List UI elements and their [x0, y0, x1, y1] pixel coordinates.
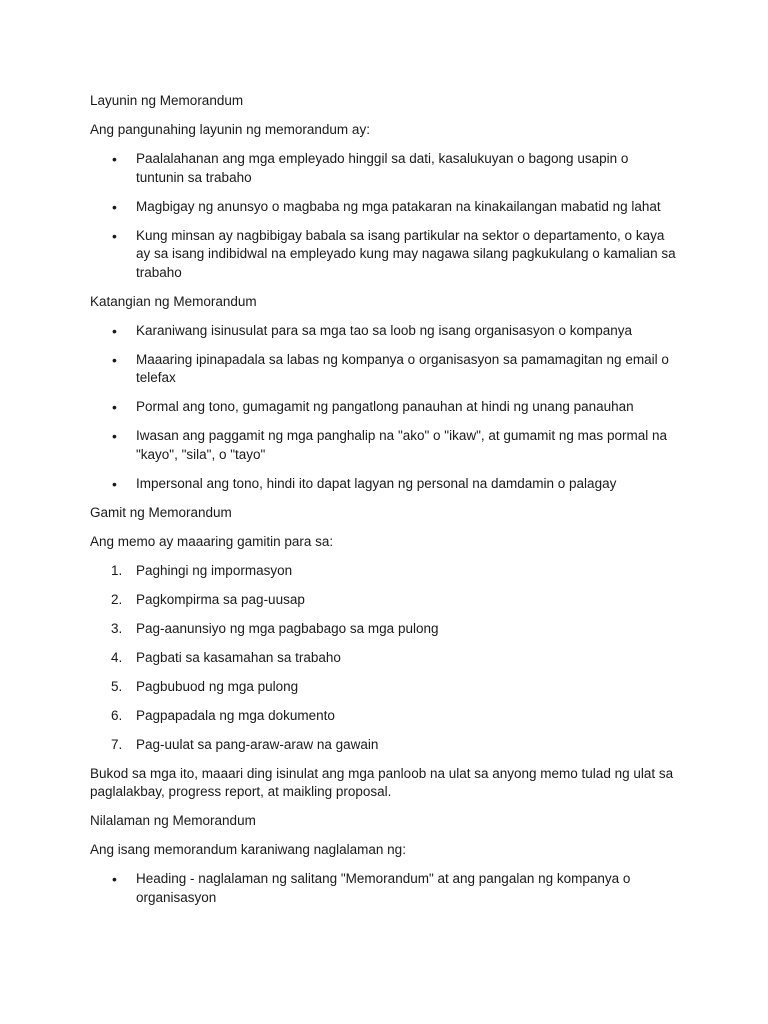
list-item: • Iwasan ang paggamit ng mga panghalip na "ako" o "ikaw", at gumamit ng mas pormal na "kayo", "sila", o "tayo": [90, 427, 680, 464]
list-item: [90, 736, 680, 755]
section-title-layunin: Layunin ng Memorandum: [90, 93, 244, 108]
list-number: 2.: [111, 591, 123, 607]
section-title-katangian: Katangian ng Memorandum: [90, 293, 257, 309]
list-item-text: Pag-uulat sa pang-araw-araw na gawain: [136, 736, 379, 752]
numbered-list-gamit: [90, 562, 680, 755]
list-item-text: Pagbati sa kasamahan sa trabaho: [136, 649, 341, 665]
list-item-text: Pagbubuod ng mga pulong: [136, 678, 299, 694]
list-item: [90, 562, 680, 581]
list-item: [90, 591, 680, 610]
list-item: [90, 649, 680, 668]
list-item: [90, 620, 680, 639]
list-number: 7.: [111, 736, 123, 752]
bullet-list-katangian: [90, 322, 680, 494]
section-intro-nilalaman: Ang isang memorandum karaniwang naglalaman ng:: [90, 842, 406, 857]
list-item: [90, 707, 680, 726]
list-item: [90, 678, 680, 697]
section-title-gamit: Gamit ng Memorandum: [90, 504, 232, 520]
section-title-nilalaman: Nilalaman ng Memorandum: [90, 813, 256, 828]
list-item: • Maaaring ipinapadala sa labas ng kompanya o organisasyon sa pamamagitan ng email o telefax: [90, 351, 680, 388]
list-number: 6.: [111, 707, 123, 723]
list-item-text: Paghingi ng impormasyon: [136, 562, 293, 578]
section-intro-layunin: Ang pangunahing layunin ng memorandum ay:: [90, 122, 370, 137]
list-item: • Kung minsan ay nagbibigay babala sa isang partikular na sektor o departamento, o kaya ay sa isang indibidwal na empleyado kung may nagawa silang pagkukulang o kamalian sa trabaho: [90, 227, 680, 283]
list-item: • Pormal ang tono, gumagamit ng pangatlong panauhan at hindi ng unang panauhan: [90, 398, 680, 417]
list-number: 1.: [111, 562, 123, 578]
list-item: • Magbigay ng anunsyo o magbaba ng mga patakaran na kinakailangan mabatid ng lahat: [90, 198, 680, 217]
list-item-text: Pag-aanunsiyo ng mga pagbabago sa mga pulong: [136, 620, 439, 636]
list-item-text: Pagkompirma sa pag-uusap: [136, 591, 305, 607]
list-item: • Impersonal ang tono, hindi ito dapat lagyan ng personal na damdamin o palagay: [90, 475, 680, 494]
list-item: • Paalalahanan ang mga empleyado hinggil sa dati, kasalukuyan o bagong usapin o tuntunin sa trabaho: [90, 150, 680, 187]
list-item-text: Pagpapadala ng mga dokumento: [136, 707, 335, 723]
list-item: • Karaniwang isinusulat para sa mga tao sa loob ng isang organisasyon o kompanya: [90, 322, 680, 341]
bullet-list-nilalaman: [90, 870, 680, 907]
bullet-list-layunin: [90, 150, 680, 282]
list-item: • Heading - naglalaman ng salitang "Memorandum" at ang pangalan ng kompanya o organisasyon: [90, 870, 680, 907]
list-number: 5.: [111, 678, 123, 694]
section-outro-gamit: Bukod sa mga ito, maaari ding isinulat ang mga panloob na ulat sa anyong memo tulad ng ulat sa paglalakbay, progress report, at maikling proposal.: [90, 765, 674, 799]
document-page: [90, 92, 680, 918]
section-intro-gamit: Ang memo ay maaaring gamitin para sa:: [90, 533, 334, 549]
list-number: 4.: [111, 649, 123, 665]
list-number: 3.: [111, 620, 123, 636]
